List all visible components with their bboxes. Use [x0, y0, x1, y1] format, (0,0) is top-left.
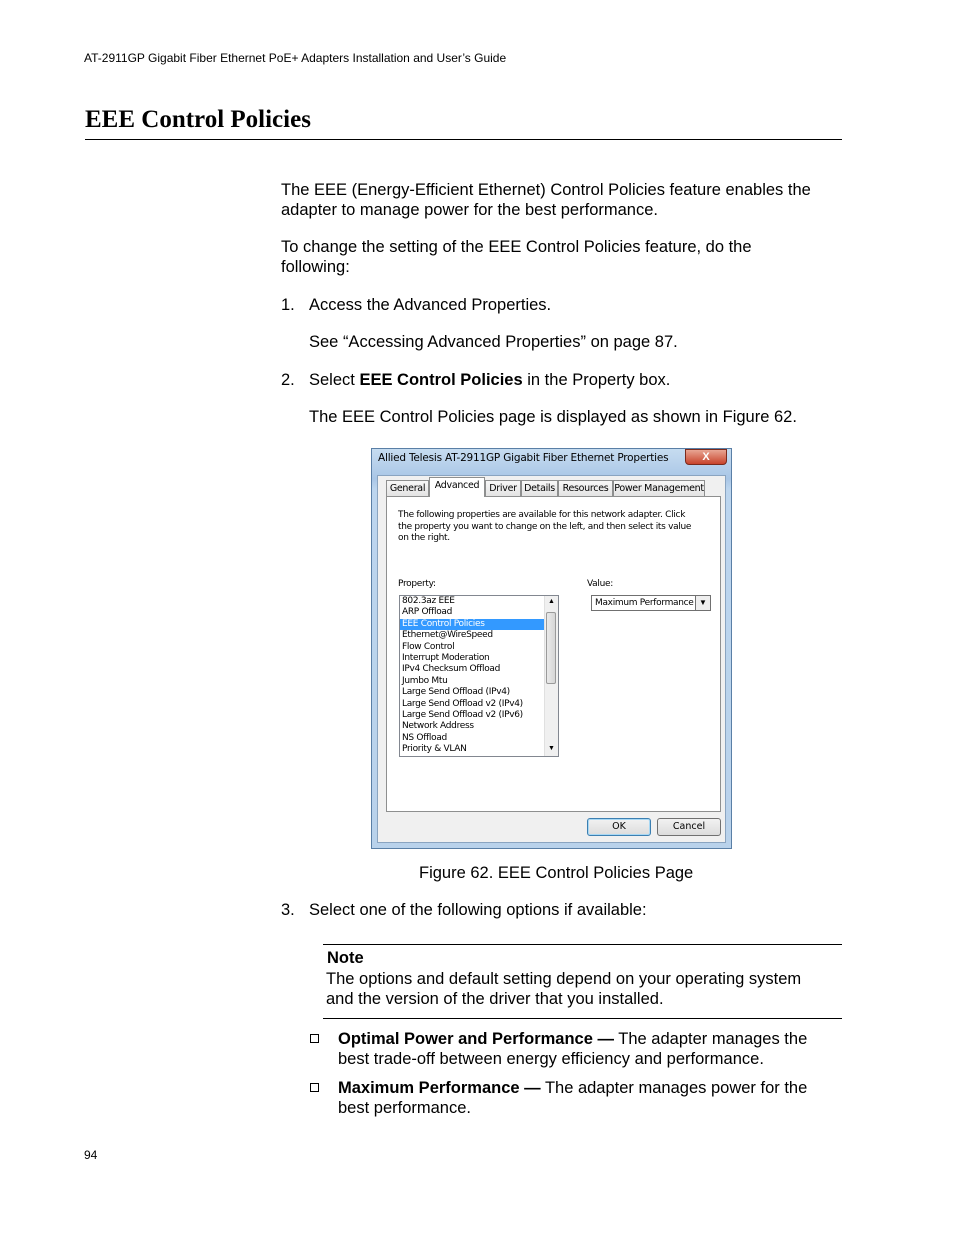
scroll-down-icon[interactable]: ▼	[548, 745, 555, 752]
property-list-item[interactable]: Ethernet@WireSpeed	[402, 630, 493, 641]
title-rule	[85, 139, 842, 140]
ok-button[interactable]: OK	[587, 818, 651, 836]
running-header: AT-2911GP Gigabit Fiber Ethernet PoE+ Adapters Installation and User’s Guide	[84, 51, 507, 65]
cancel-button[interactable]: Cancel	[657, 818, 721, 836]
property-list-item[interactable]: Network Address	[402, 721, 474, 732]
step-2-number: 2.	[281, 371, 295, 389]
scroll-up-icon[interactable]: ▲	[548, 598, 555, 605]
property-listbox[interactable]	[399, 595, 559, 757]
value-dropdown[interactable]	[591, 595, 711, 611]
value-selected: Maximum Performance	[595, 598, 694, 608]
step-3-text: Select one of the following options if available:	[309, 901, 647, 919]
scrollbar-thumb[interactable]	[546, 612, 556, 684]
listbox-scrollbar[interactable]	[544, 596, 558, 756]
checkbox-bullet-icon	[310, 1083, 319, 1092]
property-list-item[interactable]: Jumbo Mtu	[402, 675, 448, 686]
step-2-result: The EEE Control Policies page is displayed as shown in Figure 62.	[309, 408, 797, 426]
page-number: 94	[84, 1148, 98, 1162]
property-list-item[interactable]: Flow Control	[402, 641, 455, 652]
figure-caption: Figure 62. EEE Control Policies Page	[419, 864, 694, 882]
property-label: Property:	[398, 579, 436, 589]
property-list-item[interactable]: IPv4 Checksum Offload	[402, 664, 501, 675]
tab-driver[interactable]: Driver	[485, 480, 521, 496]
property-list-item[interactable]: EEE Control Policies	[400, 619, 546, 630]
chevron-down-icon[interactable]: ▼	[695, 596, 710, 610]
property-list-item[interactable]: 802.3az EEE	[402, 596, 455, 606]
property-list-item[interactable]: Interrupt Moderation	[402, 652, 490, 663]
value-label: Value:	[587, 579, 613, 589]
step-1-reference: See “Accessing Advanced Properties” on page 87.	[309, 333, 678, 351]
tab-general[interactable]: General	[386, 480, 429, 496]
option-maximum-performance: Maximum Performance — The adapter manages power for the best performance.	[338, 1079, 808, 1117]
tab-resources[interactable]: Resources	[558, 480, 613, 496]
property-list-item[interactable]: Large Send Offload v2 (IPv4)	[402, 698, 523, 709]
property-list-item[interactable]: NS Offload	[402, 732, 447, 743]
step-2-text: Select EEE Control Policies in the Property box.	[309, 371, 671, 389]
note-text: The options and default setting depend on your operating system and the version of the driver that you installed.	[326, 970, 802, 1008]
dialog-title: Allied Telesis AT-2911GP Gigabit Fiber Ethernet Properties	[378, 452, 669, 464]
page-title: EEE Control Policies	[85, 106, 311, 133]
checkbox-bullet-icon	[310, 1034, 319, 1043]
property-list-item[interactable]: Large Send Offload v2 (IPv6)	[402, 709, 523, 720]
note-bottom-rule	[323, 1018, 842, 1019]
tab-power-management[interactable]: Power Management	[613, 480, 705, 496]
intro-paragraph-2: To change the setting of the EEE Control Policies feature, do the following:	[281, 238, 752, 276]
property-list-item[interactable]: Priority & VLAN	[402, 744, 467, 755]
panel-description: The following properties are available for this network adapter. Click the property you want to change on the left, and then select its value on the right.	[398, 510, 692, 543]
advanced-panel	[386, 496, 721, 812]
tab-details[interactable]: Details	[521, 480, 558, 496]
note-top-rule	[323, 944, 842, 945]
properties-dialog	[371, 448, 732, 849]
close-button[interactable]: X	[685, 449, 727, 465]
note-heading: Note	[327, 949, 364, 967]
property-list-item[interactable]: Large Send Offload (IPv4)	[402, 687, 510, 698]
property-list-item[interactable]: ARP Offload	[402, 607, 453, 618]
step-1-number: 1.	[281, 296, 295, 314]
step-3-number: 3.	[281, 901, 295, 919]
dialog-body	[377, 475, 726, 843]
intro-paragraph-1: The EEE (Energy-Efficient Ethernet) Control Policies feature enables the adapter to manage power for the best performance.	[281, 181, 811, 219]
tab-advanced[interactable]: Advanced	[429, 477, 485, 497]
step-1-text: Access the Advanced Properties.	[309, 296, 552, 314]
option-optimal-power: Optimal Power and Performance — The adapter manages the best trade-off between energy efficiency and performance.	[338, 1030, 808, 1068]
